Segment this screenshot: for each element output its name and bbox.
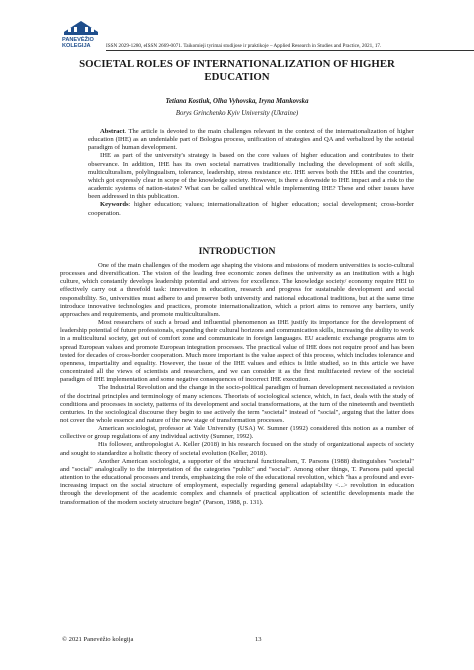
author-affiliation: Borys Grinchenko Kyiv University (Ukraine) [175,110,299,117]
abstract-paragraph-2: IHE as part of the university's strategy is based on the core values of higher education and contributes to their observance. In addition, IHE has its own societal narratives traditionally including the development of soft skills, multiculturalism, polylingualism, tolerance, leadership, stress resistance etc. IHE serves both the HEIs and the countries, which got expressly clear in scope of the knowledge society. However, is there a downside to IHE impact and a risk to the academic systems of nation-states? What can be called unethical while implementing IHE? These and other issues have been addressed in this publication. [88,152,414,201]
body-paragraph: American sociologist, professor at Yale University (USA) W. Sumner (1992) considered this notion as a number of collective or group regulations of any individual activity (Sumner, 1992). [60,425,414,441]
keywords-text: : higher education; values; internationalization of higher education; social development; cross-border cooperation. [88,201,414,217]
article-title: SOCIETAL ROLES OF INTERNATIONALIZATION OF HIGHER EDUCATION [79,58,395,83]
abstract-paragraph-1 [88,128,414,152]
logo-emblem-icon [62,18,106,37]
keywords-paragraph [88,201,414,217]
body-paragraph: The Industrial Revolution and the change in the socio-political paradigm of human development necessitated a revision of the doctrinal principles and terminology of many sciences. Theorists of sociological science, which, in fact, deals with the study of conditions and processes in society, patterns of its development and social transformations, at the turn of the nineteenth and twentieth centuries. In the sociological discourse they begin to use actively the term "societal" instead of "social", arguing that the latter does not cover the whole essence and nature of the new stage of transformation processes. [60,384,414,424]
section-heading-introduction: INTRODUCTION [198,246,276,257]
keywords-label: Keywords [100,201,129,209]
abstract-section [88,128,414,218]
abstract-label: Abstract [100,128,125,135]
introduction-body [60,262,414,507]
body-paragraph: One of the main challenges of the modern age shaping the visions and missions of modern universities is socio-cultural processes and diversification. The vision of the leading free economic zones defines the university as an institution with a high culture, which constantly develops leadership potential and strives for excellence. The knowledge society/ economy require HEI to effectively carry out a threefold task: innovation in education, research and progress for sustainable development and social responsibility. So, universities must adhere to and preserve both university and national educational traditions, but at the same time introduce innovative technologies and practices, promote internationalization, which a priori aims to remove any barriers, unify approaches and requirements, and promote multiculturalism. [60,262,414,318]
body-paragraph: Most researchers of such a broad and influential phenomenon as IHE justify its importance for the development of leadership potential of future professionals, expanding their cultural horizons and communication skills, increasing the ability to work in a multicultural society, get out of comfort zone and communicate in foreign languages. EU academic exchange programs aim to spread European values and promote European integration processes. The practical value of IHE does not require proof and has been tested for decades of cross-border cooperation. Much more important is the value aspect of this process, which includes tolerance and openness, impartiality and equality. However, the issue of the IHE values and ethics is little studied, so in this article we have concentrated all the views of scientists and researchers, and we can consider it as the first multifaceted review of the societal paradigm of IHE implementation and some negative consequences of incorrect IHE execution. [60,319,414,384]
body-paragraph: His follower, anthropologist A. Keller (2018) in his research focused on the study of organizational aspects of society and sought to standardize a holistic theory of societal evolution (Keller, 2018). [60,441,414,457]
abstract-text: . The article is devoted to the main challenges relevant in the context of the internationalization of higher education (IHE) as an undeniable part of Bologna process, unification of strategies and QA and verbalized by the sotietal paradigm of human development. [88,128,414,152]
logo-line-1: PANEVĖŽIO [62,37,94,43]
footer-page-number: 13 [255,636,262,643]
journal-citation: ISSN 2029-1280, eISSN 2669-0071. Taikomieji tyrimai studijose ir praktikoje – Applied Research in Studies and Practice, 2021, 17. [106,43,382,49]
body-paragraph: Another American sociologist, a supporter of the structural functionalism, T. Parsons (1988) distinguishes "societal" and "social" analogically to the interpretation of the categories "public" and "social". Among other things, T. Parsons paid special attention to the educational processes and trends, emphasizing the role of the educational revolution, which "has a profound and ever-increasing impact on the social structure of employment, especially regarding general adaptability <...> revolution in education through the development of the academic complex and channels of practical application of scientific developments made the transformation of the modern society structure begin" (Parson, 1988, p. 131). [60,457,414,506]
footer-copyright: © 2021 Panevėžio kolegija [62,636,134,643]
author-list: Tetiana Kostiuk, Olha Vyhovska, Iryna Mankovska [165,98,309,105]
logo-line-2: KOLEGIJA [62,43,91,49]
page-header [62,18,442,54]
header-divider [106,50,474,51]
